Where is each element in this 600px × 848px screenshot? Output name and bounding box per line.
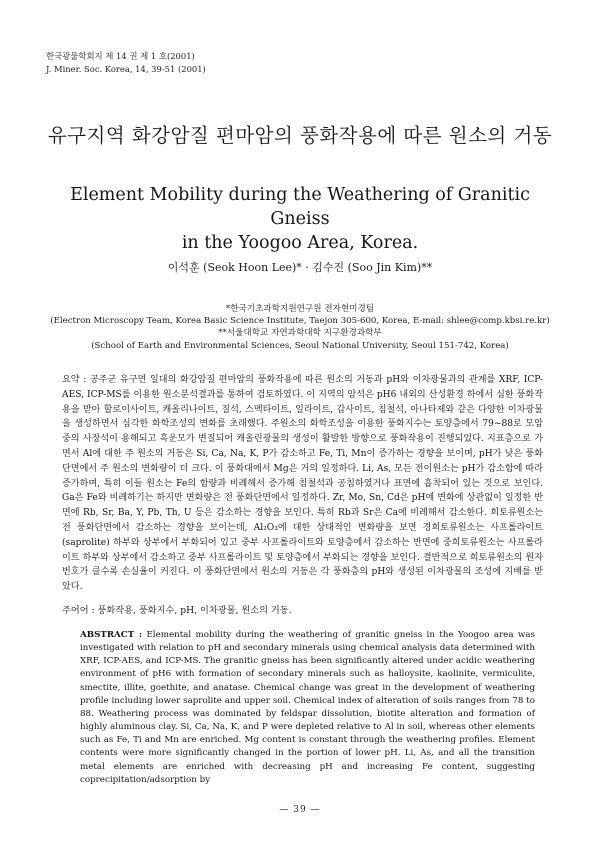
english-title (40, 183, 560, 255)
author-list: 이석훈 (Seok Hoon Lee)* · 김수진 (Soo Jin Kim)** (167, 261, 433, 274)
journal-citation-korean: 한국광물학회지 제 14 권 제 1 호(2001) (46, 51, 195, 61)
english-abstract (80, 629, 535, 787)
english-title-line-2: in the Yoogoo Area, Korea. (181, 233, 419, 253)
affiliation-1-korean: *한국기초과학지원연구원 전자현미경팀 (225, 304, 375, 314)
affiliation-1-english: (Electron Microscopy Team, Korea Basic Science Institute, Taejon 305-600, Korea, E-mail: shlee@comp.kbsi.re.kr) (50, 316, 550, 327)
abstract-label: ABSTRACT : (80, 630, 143, 640)
page-number: — 39 — (279, 805, 321, 815)
abstract-text: Elemental mobility during the weathering of granitic gneiss in the Yoogoo area was investigated with relation to pH and secondary minerals using chemical analysis data determined with XRF, ICP-AES, and ICP-MS. The granitic gneiss has been significantly altered under acidic weathering environment of pH6 with formation of secondary minerals such as halloysite, kaolinite, vermiculite, smectite, illite, goethite, and anatase. Chemical change was great in the development of weathering profile including lower saprolite and upper soil. Chemical index of alteration of soils ranges from 78 to 88. Weathering process was dominated by feldspar dissolution, biotite alteration and formation of highly aluminous clay. Si, Ca, Na, K, and P were depleted relative to Al in soil, whereas other elements such as Fe, Ti and Mn are enriched. Mg content is constant through the weathering profiles. Element contents were more significantly changed in the portion of lower pH. Li, As, and all the transition metal elements are enriched with decreasing pH and increasing Fe content, suggesting coprecipitation/adsorption by (80, 630, 535, 785)
affiliation-2-korean: **서울대학교 자연과학대학 지구환경과학부 (218, 328, 382, 339)
affiliation-2-english: (School of Earth and Environmental Sciences, Seoul National University, Seoul 151-742, Korea) (91, 340, 509, 351)
korean-abstract: 요약 : 공주군 유구면 일대의 화강암질 편마암의 풍화작용에 따른 원소의 거동과 pH와 이차광물과의 관계를 XRF, ICP-AES, ICP-MS를 이용한 원소분석결과를 통하여 검토하였다. 이 지역의 암석은 pH6 내외의 산성환경 하에서 심한 풍화작용을 받아 할로이사이트, 캐올리나이트, 질석, 스멕타이트, 일라이트, 갑사이트, 침철석, 아나타제와 같은 다양한 이차광물을 생성하면서 심각한 화학조성의 변화를 초래했다. 주원소의 화학조성을 이용한 풍화지수는 토양층에서 79~88로 모암 중의 사장석이 용해되고 흑운모가 변질되어 캐올린광물의 생성이 활발한 방향으로 풍화작용이 진행되었다. 지표층으로 가면서 Al에 대한 주 원소의 거동은 Si, Ca, Na, K, P가 감소하고 Fe, Ti, Mn이 증가하는 경향을 보이며, pH가 낮은 풍화단면에서 주 원소의 변화량이 더 크다. 이 풍화대에서 Mg은 거의 일정하다. Li, As, 모든 전이원소는 pH가 감소함에 따라 증가하며, 특히 이들 원소는 Fe의 함량과 비례해서 증가해 침철석과 공침하였거나 표면에 흡착되어 있는 것으로 보인다. Ga은 Fe와 비례하기는 하지만 변화량은 전 풍화단면에서 일정하다. Zr, Mo, Sn, Cd은 pH에 변화에 상관없이 일정한 반면에 Rb, Sr, Ba, Y, Pb, Th, U 등은 감소하는 경향을 보인다. 특히 Rb과 Sr은 Ca에 비례해서 감소한다. 희토류원소는 전 풍화단면에서 감소하는 경향을 보이는데, Al₂O₃에 대한 상대적인 변화량을 보면 경희토류원소는 사프롤라이트(saprolite) 하부와 상부에서 부화되어 있고 중부 사프롤라이트와 토양층에서 감소하는 반면에 중희토류원소는 사프롤라이트 하부와 상부에서 감소하고 중부 사프롤라이트 및 토양층에서 부화되는 경향을 보인다. 결반적으로 희토류원소의 원자번호가 클수록 손실율이 커진다. 이 풍화단면에서 원소의 거동은 각 풍화층의 pH와 생성된 이차광물의 조성에 지배를 받았다. (62, 375, 543, 593)
affiliations (30, 303, 570, 352)
journal-citation (46, 50, 206, 75)
english-title-line-1: Element Mobility during the Weathering of Granitic Gneiss (70, 185, 530, 229)
journal-citation-english: J. Miner. Soc. Korea, 14, 39-51 (2001) (46, 63, 206, 74)
korean-keywords: 주어어 : 풍화작용, 풍화지수, pH, 이차광물, 원소의 거동. (62, 605, 292, 616)
korean-title: 유구지역 화강암질 편마암의 풍화작용에 따른 원소의 거동 (47, 124, 553, 147)
